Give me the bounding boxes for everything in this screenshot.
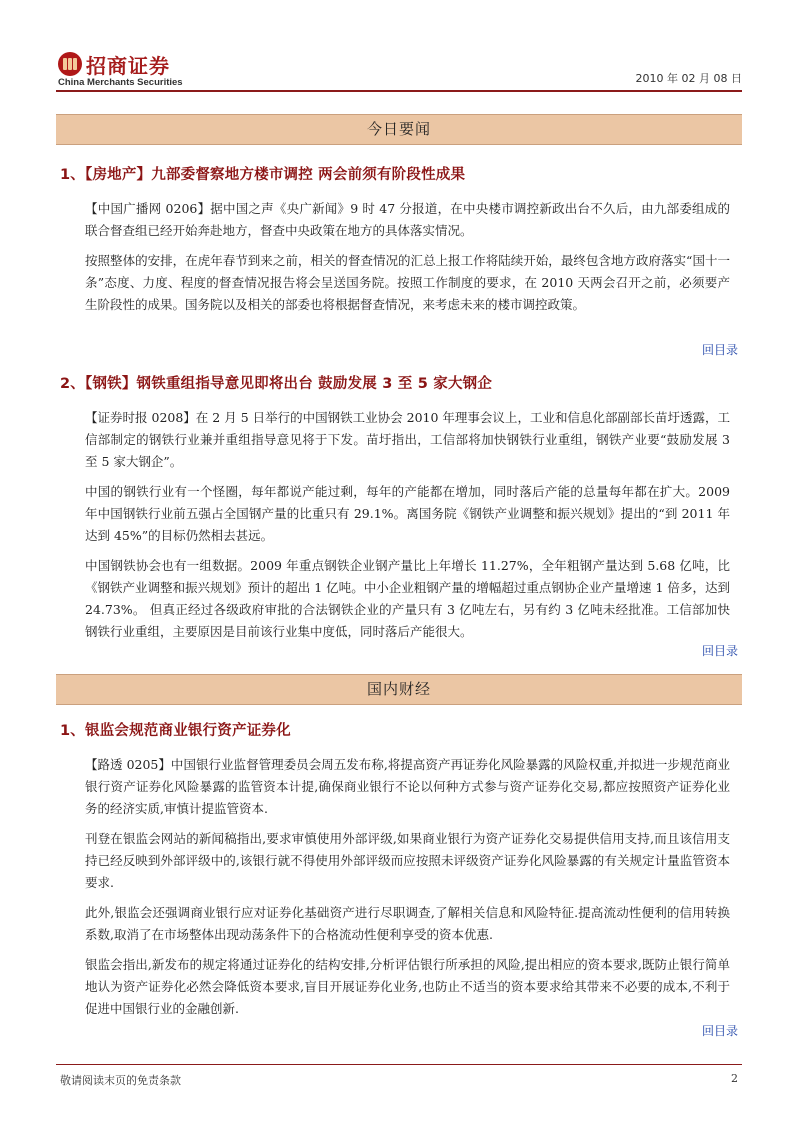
article-paragraph: 中国的钢铁行业有一个怪圈，每年都说产能过剩，每年的产能都在增加，同时落后产能的总量每年都在扩大。2009 年中国钢铁行业前五强占全国钢产量的比重只有 29.1%。离国务院《钢铁产业调整和振兴规划》提出的“到 2011 年达到 45%”的目标仍然相去甚远。: [85, 484, 730, 543]
section-bar-domestic-finance: 国内财经: [56, 674, 742, 705]
company-logo: [56, 44, 256, 88]
article-title: 2、【钢铁】钢铁重组指导意见即将出台 鼓励发展 3 至 5 家大钢企: [60, 376, 493, 392]
logo-emblem-icon: [58, 52, 82, 76]
article-paragraph: 【证券时报 0208】在 2 月 5 日举行的中国钢铁工业协会 2010 年理事会议上，工业和信息化部副部长苗圩透露，工信部制定的钢铁行业兼并重组指导意见将于下发。苗圩指出，工信部将加快钢铁行业重组，钢铁产业要“鼓励发展 3 至 5 家大钢企”。: [85, 410, 730, 469]
section-bar-today-news: 今日要闻: [56, 114, 742, 145]
article-paragraph: 按照整体的安排，在虎年春节到来之前，相关的督查情况的汇总上报工作将陆续开始，最终包含地方政府落实“国十一条”态度、力度、程度的督查情况报告将会呈送国务院。按照工作制度的要求，在 2010 天两会召开之前，必须要产生阶段性的成果。国务院以及相关的部委也将根据督查情况，来考虑未来的楼市调控政策。: [85, 253, 730, 312]
article-paragraph: 中国钢铁协会也有一组数据。2009 年重点钢铁企业钢产量比上年增长 11.27%，全年粗钢产量达到 5.68 亿吨，比《钢铁产业调整和振兴规划》预计的超出 1 亿吨。中小企业粗钢产量的增幅超过重点钢协企业产量增速 1 倍多，达到 24.73%。 但真正经过各级政府审批的合法钢铁企业的产量只有 3 亿吨左右，另有约 3 亿吨未经批准。工信部加快钢铁行业重组，主要原因是目前该行业集中度低，同时落后产能很大。: [85, 558, 730, 639]
article-paragraph: 刊登在银监会网站的新闻稿指出,要求审慎使用外部评级,如果商业银行为资产证券化交易提供信用支持,而且该信用支持已经反映到外部评级中的,该银行就不得使用外部评级而应按照未评级资产证券化风险暴露的有关规定计量监管资本要求.: [85, 831, 730, 890]
article-paragraph: 此外,银监会还强调商业银行应对证券化基础资产进行尽职调查,了解相关信息和风险特征.提高流动性便利的信用转换系数,取消了在市场整体出现动荡条件下的合格流动性便利享受的资本优惠.: [85, 905, 730, 942]
article-steel: [60, 372, 738, 651]
header-divider: [56, 90, 742, 92]
report-date: 2010 年 02 月 08 日: [635, 72, 742, 85]
article-title: 1、【房地产】九部委督察地方楼市调控 两会前须有阶段性成果: [60, 167, 466, 183]
article-title: 1、银监会规范商业银行资产证券化: [60, 723, 291, 739]
page-number: 2: [731, 1072, 738, 1085]
article-cbrc-securitization: [60, 719, 738, 1028]
logo-chinese-name: 招商证券: [86, 54, 170, 78]
page-header: [56, 44, 742, 88]
article-paragraph: 银监会指出,新发布的规定将通过证券化的结构安排,分析评估银行所承担的风险,提出相应的资本要求,既防止银行简单地认为资产证券化必然会降低资本要求,盲目开展证券化业务,也防止不适当的资本要求给其带来不必要的成本,不利于促进中国银行业的金融创新.: [85, 957, 730, 1016]
logo-english-name: China Merchants Securities: [58, 77, 183, 88]
back-to-contents-link[interactable]: 回目录: [701, 644, 738, 658]
article-paragraph: 【中国广播网 0206】据中国之声《央广新闻》9 时 47 分报道，在中央楼市调控新政出台不久后，由九部委组成的联合督查组已经开始奔赴地方，督查中央政策在地方的具体落实情况。: [85, 201, 730, 238]
back-to-contents-link[interactable]: 回目录: [701, 1024, 738, 1038]
footer-divider: [56, 1064, 742, 1065]
article-paragraph: 【路透 0205】中国银行业监督管理委员会周五发布称,将提高资产再证券化风险暴露的风险权重,并拟进一步规范商业银行资产证券化风险暴露的监管资本计提,确保商业银行不论以何种方式参与资产证券化交易,都应按照资产证券化业务的经济实质,审慎计提监管资本.: [85, 757, 730, 816]
article-real-estate: [60, 163, 738, 324]
back-to-contents-link[interactable]: 回目录: [701, 343, 738, 357]
footer-disclaimer: 敬请阅读末页的免责条款: [60, 1074, 181, 1087]
